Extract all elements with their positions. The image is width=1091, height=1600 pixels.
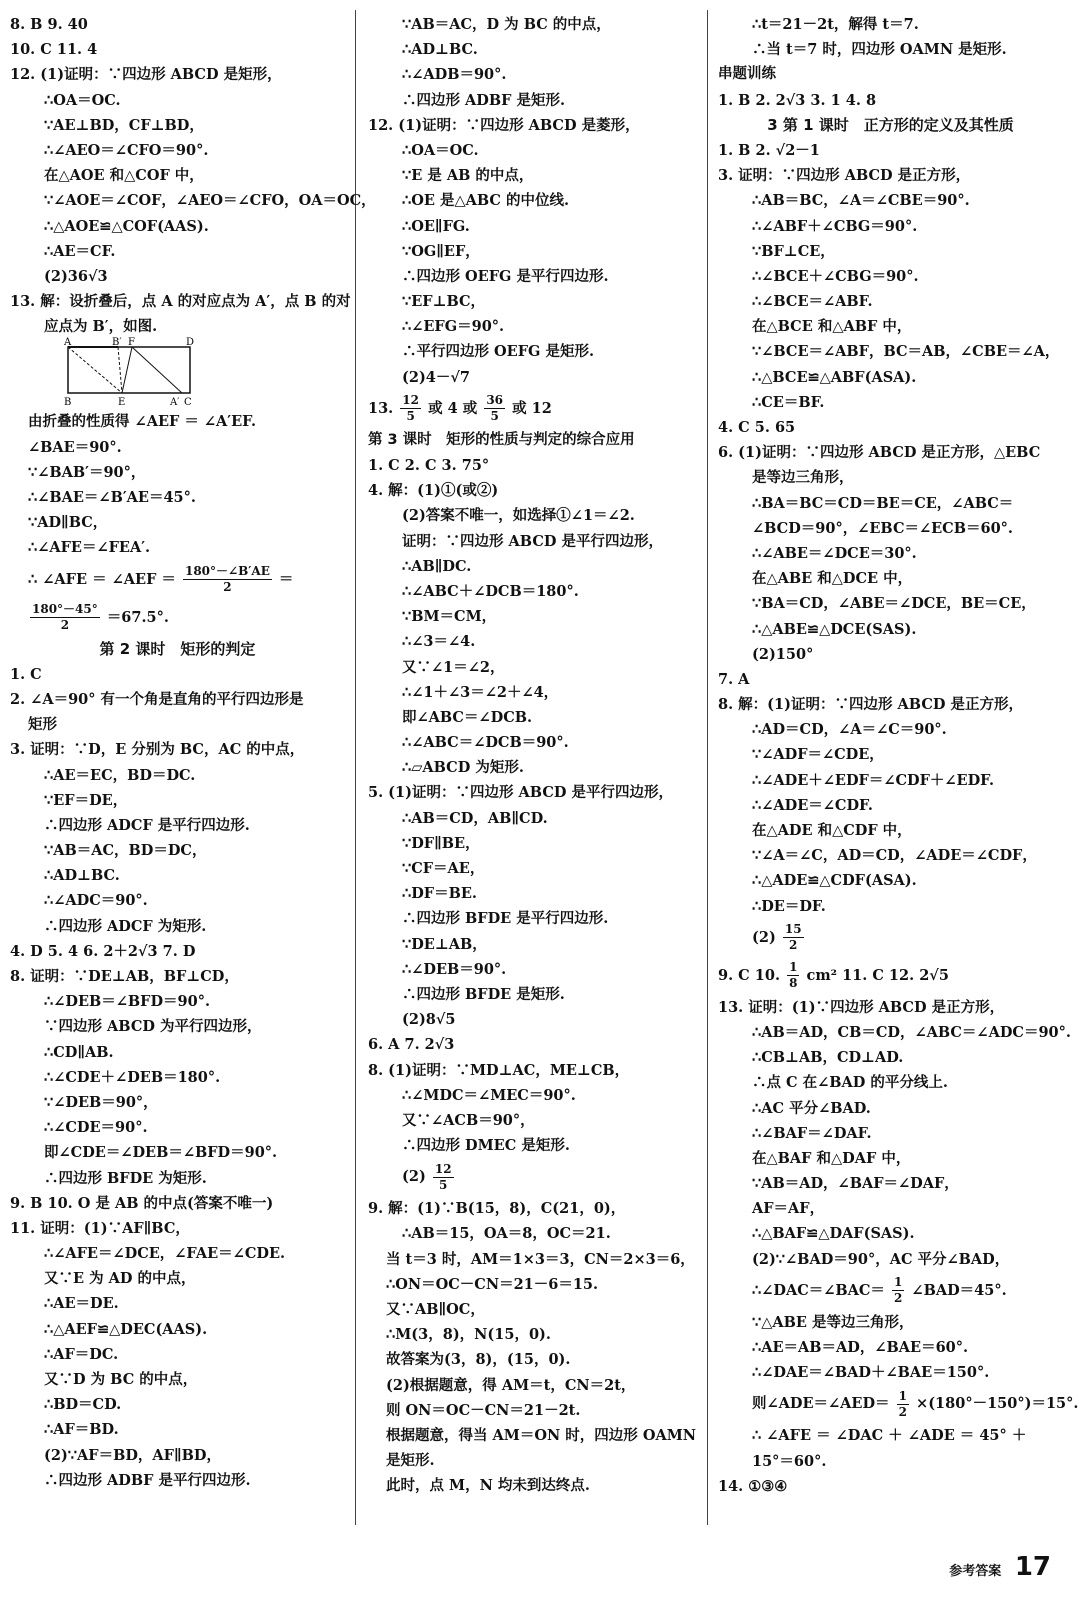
answer-line: $\frac{180^\circ-45^\circ}{2}$ ＝67.5°. — [32, 602, 169, 633]
column-3 — [718, 12, 1079, 1499]
answer-line: ∵EF＝DE， — [44, 791, 128, 809]
folding-figure — [10, 339, 345, 409]
answer-line: 即∠CDE＝∠DEB＝∠BFD＝90°. — [44, 1144, 278, 1162]
answer-line: ∵EF⊥BC， — [402, 293, 486, 311]
answer-line: 6. A 7. 2√3 — [368, 1036, 455, 1054]
answer-line: ∴AB＝BC，∠A＝∠CBE＝90°. — [752, 192, 970, 210]
answer-line: (2)36√3 — [44, 267, 108, 285]
figure-label: A′ — [170, 397, 180, 409]
answer-line: ∵DE⊥AB， — [402, 935, 487, 953]
answer-line: 3. 证明：∵D，E 分别为 BC，AC 的中点， — [10, 741, 305, 759]
answer-line: ∴△BAF≌△DAF(SAS). — [752, 1225, 915, 1243]
answer-line: ∴∠ADE＝∠CDF. — [752, 796, 873, 814]
answer-line: (2)4－√7 — [402, 368, 471, 386]
answer-line: 是矩形. — [386, 1452, 435, 1470]
answer-line: ∴AD⊥BC. — [402, 41, 478, 59]
answer-line: 1. B 2. √2－1 — [718, 141, 820, 159]
answer-line: 9. B 10. O 是 AB 的中点(答案不唯一) — [10, 1194, 274, 1212]
answer-line: 8. 解：(1)证明：∵四边形 ABCD 是正方形， — [718, 696, 1023, 714]
fraction: $\frac{1}{8}$ — [789, 960, 798, 991]
answer-line: ∴∠ADE＋∠EDF＝∠CDF＋∠EDF. — [752, 771, 995, 789]
answer-line: 11. 证明：(1)∵AF∥BC， — [10, 1219, 190, 1237]
answer-line: ∴AE＝CF. — [44, 242, 116, 260]
answer-line: ∴四边形 DMEC 是矩形. — [402, 1137, 570, 1155]
answer-line: 矩形 — [28, 716, 57, 734]
answer-line: ∴∠DEB＝90°. — [402, 960, 507, 978]
answer-line: 4. 解：(1)①(或②) — [368, 482, 499, 500]
answer-line: ∵∠AOE＝∠COF，∠AEO＝∠CFO，OA＝OC， — [44, 192, 376, 210]
answer-line: ∴四边形 ADCF 为矩形. — [44, 917, 207, 935]
answer-line: ∴∠DEB＝∠BFD＝90°. — [44, 993, 211, 1011]
answer-line: ∴△ABE≌△DCE(SAS). — [752, 620, 917, 638]
answer-line: ∴CB⊥AB，CD⊥AD. — [752, 1049, 904, 1067]
answer-line: 14. ①③④ — [718, 1477, 788, 1495]
answer-line: ∵E 是 AB 的中点， — [402, 167, 534, 185]
answer-line: 则 ON＝OC－CN＝21－2t. — [386, 1401, 581, 1419]
answer-line: 在△ADE 和△CDF 中， — [752, 822, 912, 839]
answer-line: 即∠ABC＝∠DCB. — [402, 708, 533, 726]
answer-line: 当 t＝3 时，AM＝1×3＝3，CN＝2×3＝6， — [386, 1250, 695, 1268]
answer-line: ∴AB＝CD，AB∥CD. — [402, 809, 548, 827]
answer-line: (2) $\frac{12}{5}$ — [402, 1161, 452, 1192]
answer-line: ∴△AEF≌△DEC(AAS). — [44, 1320, 208, 1338]
answer-line: ∵∠DEB＝90°， — [44, 1093, 158, 1111]
fraction: $\frac{15}{2}$ — [784, 922, 802, 953]
answer-line: ∴CE＝BF. — [752, 393, 825, 411]
answer-line: ∴∠ABC＝∠DCB＝90°. — [402, 734, 569, 752]
answer-line: ∴ ∠AFE ＝ ∠AEF ＝ $\frac{180^\circ-\angle B'AE}{2}$ ＝ — [28, 564, 294, 595]
answer-line: ∴四边形 BFDE 为矩形. — [44, 1169, 207, 1187]
answer-line: ∵△ABE 是等边三角形， — [752, 1313, 914, 1331]
answer-line: ∴AB＝AD，CB＝CD，∠ABC＝∠ADC＝90°. — [752, 1023, 1071, 1041]
answer-line: ∴四边形 BFDE 是平行四边形. — [402, 910, 609, 928]
answer-line: ∵BF⊥CE， — [752, 242, 835, 260]
equation-text: ∴ ∠AFE ＝ ∠AEF ＝ — [28, 570, 176, 588]
answer-line: (2)根据题意，得 AM＝t，CN＝2t， — [386, 1376, 636, 1394]
answer-line: 又∵∠ACB＝90°， — [402, 1111, 535, 1129]
answer-line: 8. B 9. 40 — [10, 16, 88, 33]
fraction: $\frac{1}{2}$ — [894, 1275, 903, 1306]
fraction: $\frac{12}{5}$ — [434, 1161, 452, 1192]
answer-line: ∴OE∥FG. — [402, 217, 470, 235]
answer-line: ∵AB＝AD，∠BAF＝∠DAF， — [752, 1175, 959, 1193]
answer-line: ∵DF∥BE， — [402, 834, 480, 852]
fraction: $\frac{180^\circ-45^\circ}{2}$ — [32, 602, 98, 633]
answer-line: ∵∠BAB′＝90°， — [28, 463, 146, 481]
answer-line: ∴ON＝OC－CN＝21－6＝15. — [386, 1275, 599, 1293]
answer-line: 1. C — [10, 665, 42, 683]
answer-line: ∴BA＝BC＝CD＝BE＝CE，∠ABC＝ — [752, 494, 1014, 512]
answer-line: ∵四边形 ABCD 为平行四边形， — [44, 1018, 262, 1036]
answer-line: 又∵∠1＝∠2， — [402, 658, 505, 676]
answer-line: 10. C 11. 4 — [10, 41, 98, 59]
answer-line: ∴∠EFG＝90°. — [402, 318, 505, 336]
answer-line: (2)150° — [752, 645, 814, 663]
answer-line: 9. 解：(1)∵B(15，8)，C(21，0)， — [368, 1200, 626, 1218]
answer-line: ∴四边形 ADBF 是矩形. — [402, 91, 566, 109]
answer-line: 是等边三角形， — [752, 469, 854, 487]
answer-line: ∴OA＝OC. — [402, 141, 479, 159]
answer-line: ∴四边形 ADBF 是平行四边形. — [44, 1471, 251, 1489]
answer-line: ∴AC 平分∠BAD. — [752, 1099, 871, 1117]
answer-line: 15°＝60°. — [752, 1452, 827, 1470]
answer-line: 又∵D 为 BC 的中点， — [44, 1371, 198, 1388]
fraction: $\frac{180^\circ-\angle B'AE}{2}$ — [184, 564, 270, 595]
answer-line: ∵∠A＝∠C，AD＝CD，∠ADE＝∠CDF， — [752, 847, 1037, 865]
answer-line: 8. 证明：∵DE⊥AB，BF⊥CD， — [10, 968, 239, 985]
answer-line: 6. (1)证明：∵四边形 ABCD 是正方形，△EBC — [718, 444, 1041, 462]
answer-line: ∴△AOE≌△COF(AAS). — [44, 217, 209, 235]
answer-line: ∴▱ABCD 为矩形. — [402, 759, 524, 777]
answer-line: ∴∠BAE＝∠B′AE＝45°. — [28, 489, 196, 506]
answer-line: ∴AE＝EC，BD＝DC. — [44, 766, 196, 784]
answer-line: ∴AF＝BD. — [44, 1421, 119, 1439]
answer-line: ∵CF＝AE， — [402, 860, 485, 877]
fraction: $\frac{1}{2}$ — [898, 1388, 907, 1419]
answer-line: ∴ ∠AFE ＝ ∠DAC ＋ ∠ADE ＝ 45° ＋ — [752, 1427, 1027, 1445]
answer-line: 3. 证明：∵四边形 ABCD 是正方形， — [718, 167, 971, 185]
answer-line: ∴∠ADB＝90°. — [402, 66, 507, 84]
figure-label: B — [64, 397, 72, 409]
answer-line: (2) $\frac{15}{2}$ — [752, 922, 802, 953]
answer-line: 4. C 5. 65 — [718, 419, 796, 436]
answer-line: (2)8√5 — [402, 1011, 456, 1029]
answer-line: ∴四边形 ADCF 是平行四边形. — [44, 816, 250, 834]
answer-line: ∴四边形 OEFG 是平行四边形. — [402, 267, 609, 285]
answer-line: 5. (1)证明：∵四边形 ABCD 是平行四边形， — [368, 784, 673, 802]
answer-line: ∴∠MDC＝∠MEC＝90°. — [402, 1086, 576, 1104]
answer-line: ∠BAE＝90°. — [28, 438, 122, 456]
answer-line: ∴∠ABE＝∠DCE＝30°. — [752, 544, 917, 562]
answer-line: ∴△BCE≌△ABF(ASA). — [752, 368, 917, 386]
answer-line: ∴四边形 BFDE 是矩形. — [402, 985, 565, 1003]
answer-line: 12. (1)证明：∵四边形 ABCD 是矩形， — [10, 66, 282, 84]
answer-line: 根据题意，得当 AM＝ON 时，四边形 OAMN — [386, 1426, 697, 1444]
answer-line: ∵∠BCE＝∠ABF，BC＝AB，∠CBE＝∠A， — [752, 343, 1060, 361]
answer-line: ∴∠BCE＝∠ABF. — [752, 293, 873, 311]
answer-line: ∴∠AFE＝∠DCE，∠FAE＝∠CDE. — [44, 1245, 286, 1263]
figure-label: C — [184, 397, 192, 409]
answer-line: ∴∠CDE＝90°. — [44, 1119, 148, 1137]
answer-line: ∴AD⊥BC. — [44, 867, 120, 885]
answer-line: 13. 解：设折叠后，点 A 的对应点为 A′，点 B 的对 — [10, 293, 351, 311]
figure-label: D — [186, 337, 195, 349]
answer-line: ∴AF＝DC. — [44, 1345, 119, 1363]
answer-line: ∴△ADE≌△CDF(ASA). — [752, 872, 917, 890]
answer-line: ∴∠DAC＝∠BAC＝ $\frac{1}{2}$ ∠BAD＝45°. — [752, 1275, 1007, 1306]
answer-line: ∴DF＝BE. — [402, 885, 477, 903]
answer-line: ∴AB＝15，OA＝8，OC＝21. — [402, 1225, 611, 1243]
answer-line: ∵AE⊥BD，CF⊥BD， — [44, 116, 204, 134]
answer-line: 此时，点 M，N 均未到达终点. — [386, 1477, 590, 1495]
answer-line: ∵OG∥EF， — [402, 242, 480, 260]
answer-line: ∴OA＝OC. — [44, 91, 121, 109]
answer-line: (2)答案不唯一，如选择①∠1＝∠2. — [402, 507, 635, 525]
fraction: $\frac{12}{5}$ — [402, 393, 419, 424]
answer-line: 应点为 B′，如图. — [44, 318, 158, 336]
answer-line: ∴点 C 在∠BAD 的平分线上. — [752, 1074, 948, 1092]
column-1 — [10, 12, 376, 1493]
figure-label: E — [118, 397, 126, 409]
answer-line: ∠BCD＝90°，∠EBC＝∠ECB＝60°. — [752, 519, 1013, 537]
answer-line: 在△ABE 和△DCE 中， — [752, 570, 913, 588]
column-2 — [368, 12, 703, 1499]
answer-line: (2)∵AF＝BD，AF∥BD， — [44, 1446, 221, 1464]
page-footer — [949, 1552, 1051, 1582]
answer-line: 由折叠的性质得 ∠AEF ＝ ∠A′EF. — [28, 413, 257, 431]
answer-line: ∴∠BAF＝∠DAF. — [752, 1124, 872, 1142]
fraction: $\frac{36}{5}$ — [486, 393, 504, 424]
answer-line: ∴∠AEO＝∠CFO＝90°. — [44, 141, 209, 159]
answer-line: AF＝AF， — [752, 1200, 825, 1218]
answer-line: ∵BM＝CM， — [402, 608, 497, 626]
figure-label: F — [128, 337, 135, 349]
answer-line: ∴DE＝DF. — [752, 897, 826, 915]
answer-line: 2. ∠A＝90° 有一个角是直角的平行四边形是 — [10, 690, 304, 708]
answer-line: ∴∠ABC＋∠DCB＝180°. — [402, 582, 579, 600]
answer-line: 1. C 2. C 3. 75° — [368, 457, 490, 474]
answer-line: 则∠ADE＝∠AED＝ $\frac{1}{2}$ ×(180°－150°)＝15°. — [752, 1388, 1079, 1419]
answer-line: 故答案为(3，8)，(15，0). — [386, 1351, 571, 1369]
answer-line: 7. A — [718, 670, 750, 688]
answer-line: 又∵AB∥OC， — [386, 1301, 485, 1318]
answer-line: ∴∠3＝∠4. — [402, 633, 476, 651]
section-heading: 3 第 1 课时 正方形的定义及其性质 — [767, 115, 1014, 134]
answer-line: ∵AD∥BC， — [28, 514, 108, 532]
answer-line: ∴当 t＝7 时，四边形 OAMN 是矩形. — [752, 41, 1007, 59]
answer-line: 9. C 10. $\frac{1}{8}$ cm² 11. C 12. 2√5 — [718, 960, 949, 991]
answer-line: ∴AD＝CD，∠A＝∠C＝90°. — [752, 721, 947, 739]
answer-line: ∴AE＝AB＝AD，∠BAE＝60°. — [752, 1339, 969, 1356]
column-divider — [355, 10, 356, 1525]
answer-line: ∴∠AFE＝∠FEA′. — [28, 539, 151, 557]
answer-line: 1. B 2. 2√3 3. 1 4. 8 — [718, 91, 877, 109]
answer-line: 13. $\frac{12}{5}$ 或 4 或 $\frac{36}{5}$ 或 12 — [368, 393, 552, 424]
page-number: 17 — [1014, 1552, 1051, 1582]
answer-line: ∵∠ADF＝∠CDE， — [752, 746, 884, 764]
section-heading: 第 2 课时 矩形的判定 — [99, 639, 256, 658]
answer-line: ∴OE 是△ABC 的中位线. — [402, 192, 570, 210]
answer-line: ∵AB＝AC，BD＝DC， — [44, 842, 207, 860]
answer-line: ∴∠ADC＝90°. — [44, 892, 148, 910]
answer-line: 在△BAF 和△DAF 中， — [752, 1149, 911, 1167]
answer-line: 12. (1)证明：∵四边形 ABCD 是菱形， — [368, 116, 640, 134]
answer-line: ∴∠CDE＋∠DEB＝180°. — [44, 1068, 221, 1086]
answer-line: ∴AE＝DE. — [44, 1295, 119, 1313]
answer-line: ∴AB∥DC. — [402, 557, 472, 575]
answer-line: ∴CD∥AB. — [44, 1043, 114, 1061]
answer-line: ∴BD＝CD. — [44, 1396, 122, 1414]
answer-line: 在△AOE 和△COF 中， — [44, 167, 204, 185]
figure-label: A — [64, 337, 72, 349]
answer-line: ∴平行四边形 OEFG 是矩形. — [402, 343, 595, 361]
answer-line: 证明：∵四边形 ABCD 是平行四边形， — [402, 532, 663, 550]
rectangle-diagram — [10, 337, 195, 409]
section-heading: 串题训练 — [718, 66, 776, 83]
footer-label: 参考答案 — [949, 1564, 1002, 1579]
answer-line: 8. (1)证明：∵MD⊥AC，ME⊥CB， — [368, 1061, 630, 1079]
answer-line: ∵AB＝AC，D 为 BC 的中点， — [402, 16, 611, 33]
answer-line: 在△BCE 和△ABF 中， — [752, 318, 912, 336]
column-divider — [707, 10, 708, 1525]
answer-line: 4. D 5. 4 6. 2＋2√3 7. D — [10, 942, 196, 960]
answer-line: ∴∠ABF＋∠CBG＝90°. — [752, 217, 918, 235]
answer-line: ∴t＝21－2t，解得 t＝7. — [752, 16, 919, 33]
section-heading: 第 3 课时 矩形的性质与判定的综合应用 — [368, 431, 635, 448]
answer-line: ∵BA＝CD，∠ABE＝∠DCE，BE＝CE， — [752, 595, 1036, 613]
answer-line: ∴∠1＋∠3＝∠2＋∠4， — [402, 683, 559, 701]
answer-line: 13. 证明：(1)∵四边形 ABCD 是正方形， — [718, 998, 1005, 1016]
answer-line: ∴∠DAE＝∠BAD＋∠BAE＝150°. — [752, 1364, 990, 1382]
answer-line: 又∵E 为 AD 的中点， — [44, 1270, 196, 1288]
figure-label: B′ — [112, 337, 122, 349]
answer-line: ∴M(3，8)，N(15，0). — [386, 1326, 551, 1344]
answer-line: ∴∠BCE＋∠CBG＝90°. — [752, 267, 919, 285]
answer-line: (2)∵∠BAD＝90°，AC 平分∠BAD， — [752, 1250, 1010, 1268]
